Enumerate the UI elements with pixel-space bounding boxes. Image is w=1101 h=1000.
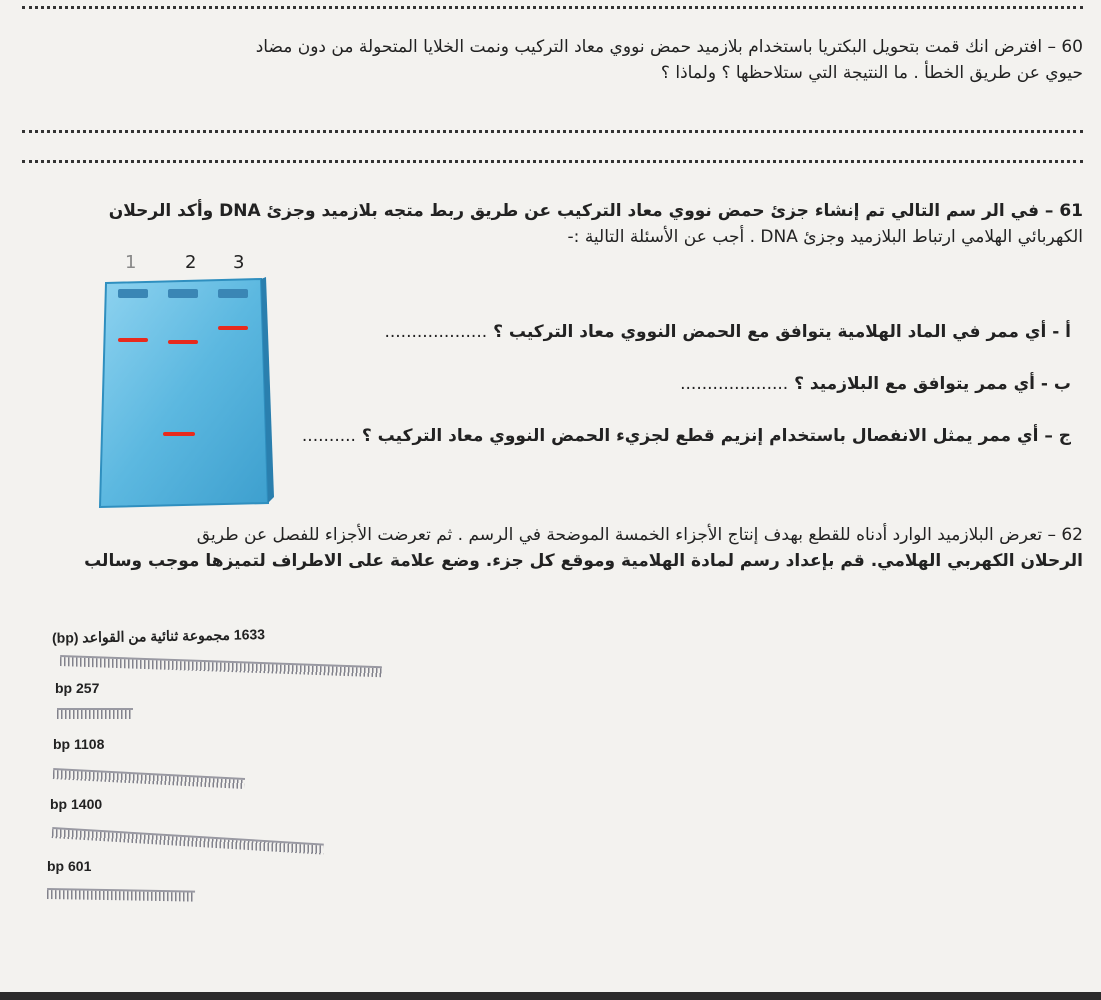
question-61-a-answer-blank[interactable]: ................... [384, 322, 488, 342]
fragment-257 [57, 708, 133, 719]
question-61-line-2: الكهربائي الهلامي ارتباط البلازميد وجزئ DNA . أجب عن الأسئلة التالية :- [567, 227, 1083, 247]
fragment-601 [47, 888, 195, 902]
well-1 [118, 289, 148, 298]
question-60 [60, 34, 1083, 86]
answer-line-2 [22, 160, 1083, 163]
fragment-label-1400: bp 1400 [50, 796, 103, 812]
band-lane-2-upper [168, 340, 198, 344]
fragment-label-1633: 1633 مجموعة ثنائية من القواعد (bp) [51, 626, 266, 646]
lane-number-3: 3 [233, 252, 245, 273]
question-61-c-text: ج – أي ممر يمثل الانفصال باستخدام إنزيم قطع لجزيء الحمض النووي معاد التركيب ؟ [361, 426, 1071, 446]
fragment-1108 [53, 768, 245, 789]
question-61-b [680, 374, 1071, 394]
fragment-label-601: bp 601 [47, 858, 92, 874]
fragment-label-257: bp 257 [55, 680, 100, 696]
question-61-c-answer-blank[interactable]: .......... [301, 426, 356, 446]
question-61-line-1: 61 – في الر سم التالي تم إنشاء جزئ حمض نووي معاد التركيب عن طريق ربط متجه بلازميد وجزئ DNA وأكد الرحلان [108, 201, 1083, 221]
question-60-line-2: حيوي عن طريق الخطأ . ما النتيجة التي ستلاحظها ؟ ولماذا ؟ [660, 63, 1083, 83]
question-61-a-text: أ - أي ممر في الماد الهلامية يتوافق مع الحمض النووي معاد التركيب ؟ [493, 322, 1071, 342]
fragment-1633 [60, 655, 382, 677]
question-62 [70, 522, 1083, 574]
answer-line-1 [22, 130, 1083, 133]
gel-electrophoresis-figure [96, 275, 276, 510]
lane-number-2: 2 [185, 252, 197, 273]
page-bottom-edge [0, 992, 1101, 1000]
top-dotted-rule [22, 6, 1083, 9]
question-62-line-2: الرحلان الكهربي الهلامي. قم بإعداد رسم لمادة الهلامية وموقع كل جزء. وضع علامة على الاطراف لتميزها موجب وسالب [84, 551, 1083, 571]
question-61-b-answer-blank[interactable]: .................... [680, 374, 789, 394]
band-lane-1 [118, 338, 148, 342]
question-61-c [302, 426, 1071, 446]
lane-number-1: 1 [125, 252, 137, 273]
well-2 [168, 289, 198, 298]
well-3 [218, 289, 248, 298]
band-lane-3 [218, 326, 248, 330]
question-61-b-text: ب - أي ممر يتوافق مع البلازميد ؟ [794, 374, 1071, 394]
fragment-label-1108: bp 1108 [53, 736, 105, 752]
question-62-line-1: 62 – تعرض البلازميد الوارد أدناه للقطع بهدف إنتاج الأجزاء الخمسة الموضحة في الرسم . ثم تعرضت الأجزاء للفصل عن طريق [196, 525, 1083, 545]
question-61 [40, 198, 1083, 250]
band-lane-2-lower [163, 432, 195, 436]
question-60-line-1: 60 – افترض انك قمت بتحويل البكتريا باستخدام بلازميد حمض نووي معاد التركيب ونمت الخلايا المتحولة من دون مضاد [255, 37, 1083, 57]
question-61-a [384, 322, 1071, 342]
fragment-1400 [52, 827, 324, 855]
gel-slab [96, 275, 276, 510]
